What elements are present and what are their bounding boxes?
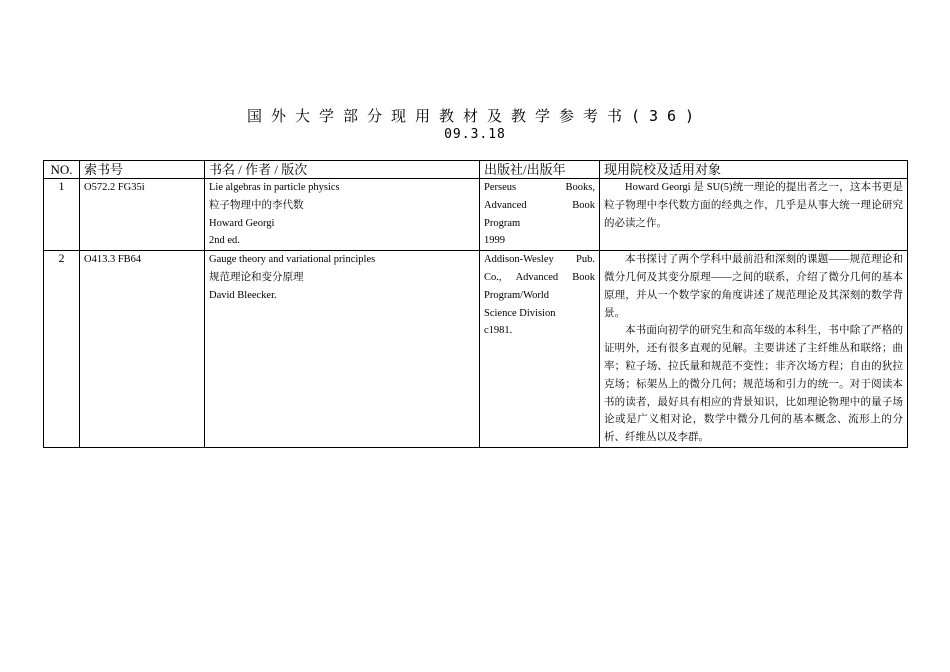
publisher-word: Advanced — [484, 199, 527, 211]
publisher-cell — [480, 179, 600, 251]
publisher-word: Advanced — [515, 271, 559, 283]
publisher-cell — [480, 251, 600, 448]
publisher-word: Co., — [484, 271, 502, 283]
page-title: 国外大学部分现用教材及教学参考书(36) — [246, 107, 704, 125]
book-table — [43, 160, 908, 448]
book-title-en: Gauge theory and variational principles — [209, 254, 376, 266]
table-row — [44, 251, 908, 448]
description-cell — [600, 179, 908, 251]
page-date: 09.3.18 — [444, 127, 506, 142]
publisher-line — [484, 251, 595, 269]
description-cell — [600, 251, 908, 448]
table-row — [44, 179, 908, 251]
column-header-title: 书名 / 作者 / 版次 — [205, 161, 480, 179]
column-header-no: NO. — [44, 161, 80, 179]
publisher-line — [484, 269, 595, 287]
publisher-word: Book — [572, 199, 595, 211]
publisher-word: Addison-Wesley — [484, 254, 554, 266]
publisher-line — [484, 179, 595, 197]
publisher-word: Pub. — [576, 254, 595, 266]
publish-year: 1999 — [484, 235, 505, 247]
book-title-zh: 规范理论和变分原理 — [209, 271, 304, 283]
publisher-line: Program — [484, 217, 521, 229]
description-paragraph: 本书面向初学的研究生和高年级的本科生，书中除了严格的证明外，还有很多直观的见解。主要讲述了主纤维丛和联络；曲率；粒子场、拉氏量和规范不变性；非齐次场方程；自由的狄拉克场；标架丛上的微分几何；规范场和引力的统一。对于阅读本书的读者，最好具有相应的背景知识，比如理论物理中的量子场论或是广义相对论，数学中微分几何的基本概念、流形上的分析、纤维丛以及李群。 — [604, 325, 903, 444]
publisher-word: Perseus — [484, 182, 517, 193]
book-title-cell — [205, 251, 480, 448]
row-number: 2 — [44, 251, 80, 448]
call-number: O413.3 FB64 — [80, 251, 205, 448]
book-author: Howard Georgi — [209, 217, 275, 229]
publisher-line — [484, 197, 595, 215]
row-number: 1 — [44, 179, 80, 251]
publisher-word: Books, — [565, 182, 595, 193]
publisher-line: Program/World — [484, 289, 550, 301]
book-title-zh: 粒子物理中的李代数 — [209, 199, 304, 211]
book-edition: 2nd ed. — [209, 235, 240, 247]
table-header-row — [44, 161, 908, 179]
book-title-cell — [205, 179, 480, 251]
publisher-word: Book — [572, 271, 595, 283]
book-author: David Bleecker. — [209, 289, 277, 301]
description-paragraph: 本书探讨了两个学科中最前沿和深刻的课题——规范理论和微分几何及其变分原理——之间的联系，介绍了微分几何的基本原理，并从一个数学家的角度讲述了规范理论及其深刻的数学背景。 — [604, 254, 903, 319]
publisher-line: Science Division — [484, 307, 556, 319]
publish-year: c1981. — [484, 325, 513, 337]
description-paragraph: Howard Georgi 是 SU(5)统一理论的提出者之一，这本书更是粒子物理中李代数方面的经典之作，几乎是从事大统一理论研究的必读之作。 — [604, 182, 903, 229]
book-title-en: Lie algebras in particle physics — [209, 182, 340, 193]
call-number: O572.2 FG35i — [80, 179, 205, 251]
column-header-description: 现用院校及适用对象 — [600, 161, 908, 179]
column-header-publisher: 出版社/出版年 — [480, 161, 600, 179]
column-header-call-number: 索书号 — [80, 161, 205, 179]
